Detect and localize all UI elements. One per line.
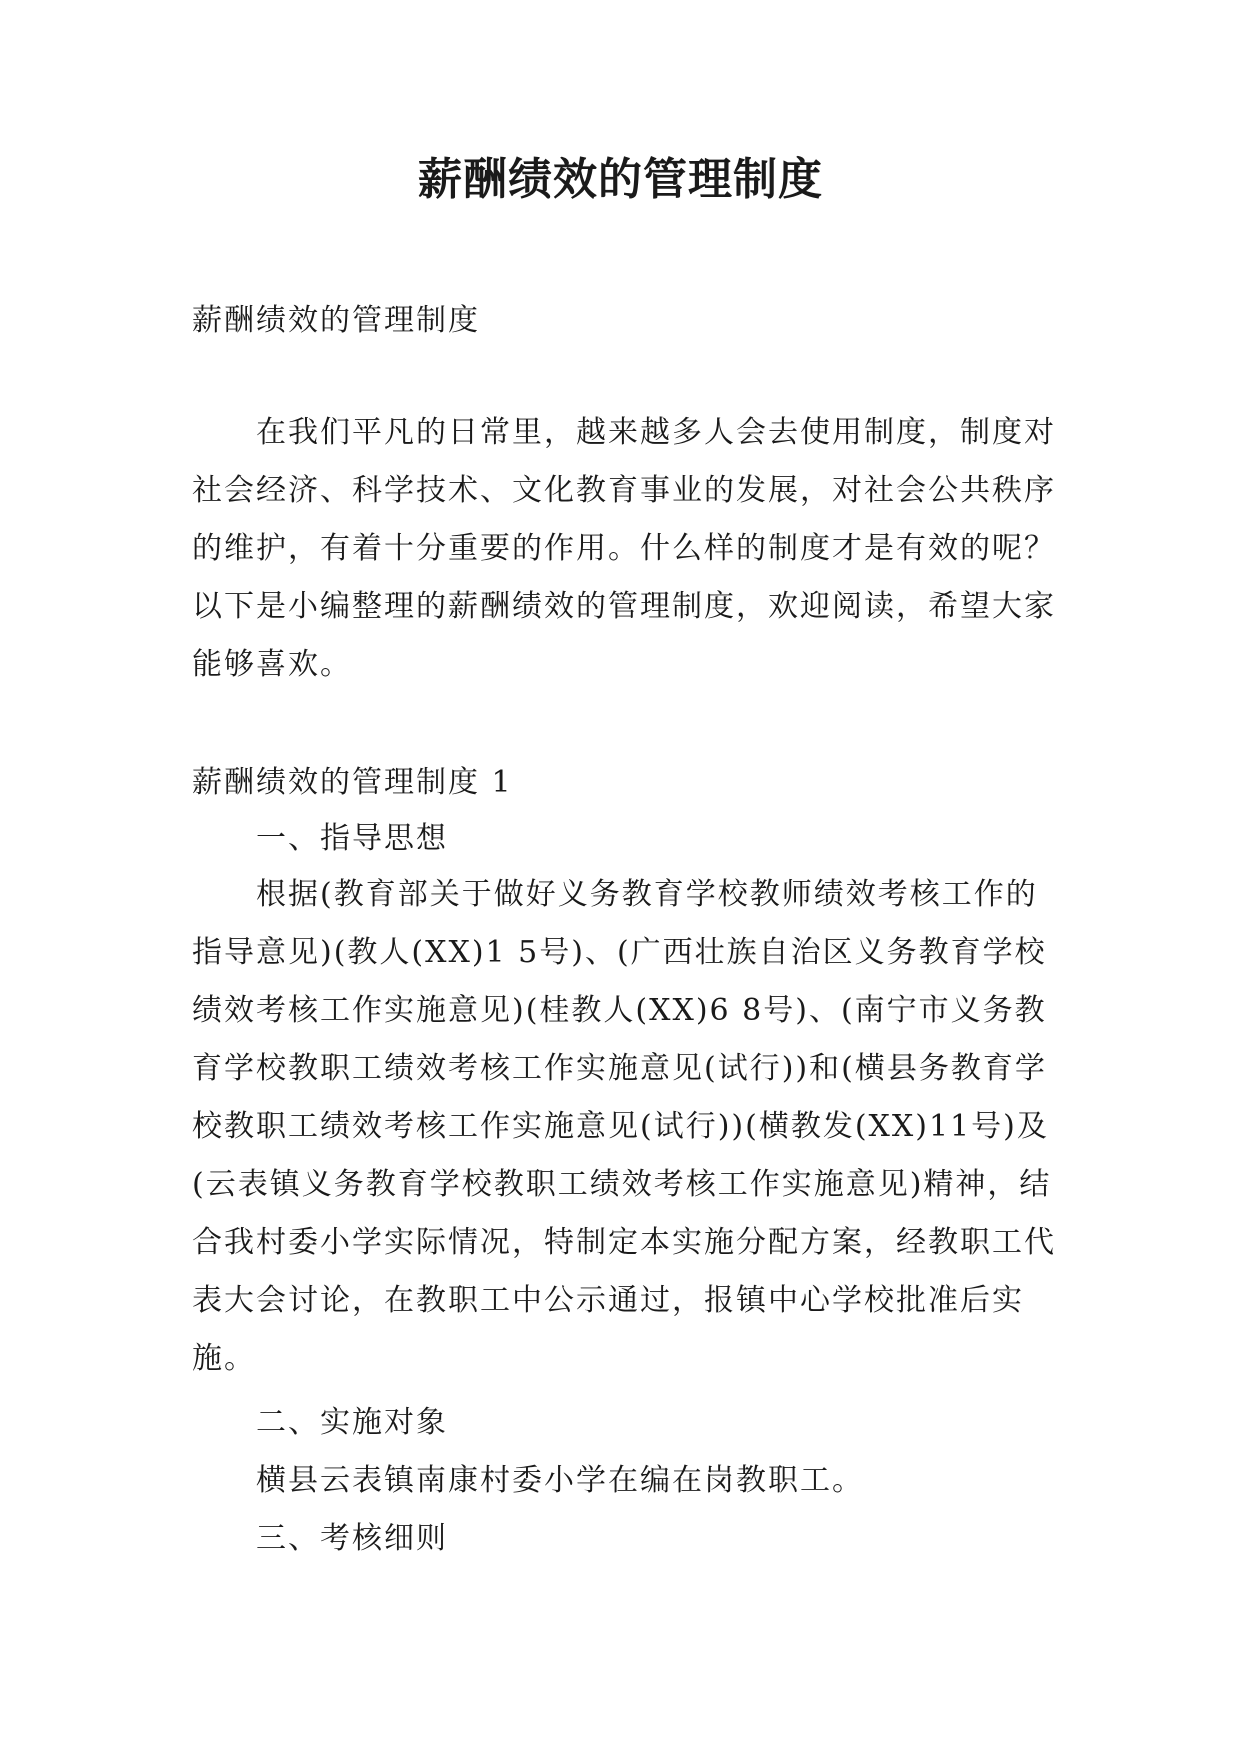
heading-implementation-objects: 二、实施对象 [256, 1405, 448, 1440]
basis-paragraph: 根据(教育部关于做好义务教育学校教师绩效考核工作的指导意见)(教人(XX)1 5号)、(广西壮族自治区义务教育学校绩效考核工作实施意见)(桂教人(XX)6 8号)、(南宁市义务教育学校教职工绩效考核工作实施意见(试行))和(横县务教育学校教职工绩效考核工作实施意见(试行))(横教发(XX)11号)及(云表镇义务教育学校教职工绩效考核工作实施意见)精神，结合我村委小学实际情况，特制定本实施分配方案，经教职工代表大会讨论，在教职工中公示通过，报镇中心学校批准后实施。 [192, 877, 1056, 1376]
section-title: 薪酬绩效的管理制度 1 [192, 765, 513, 800]
document-title: 薪酬绩效的管理制度 [418, 154, 823, 205]
heading-guiding-principle: 一、指导思想 [256, 821, 448, 856]
document-subtitle: 薪酬绩效的管理制度 [192, 303, 480, 338]
intro-paragraph: 在我们平凡的日常里，越来越多人会去使用制度，制度对社会经济、科学技术、文化教育事业的发展，对社会公共秩序的维护，有着十分重要的作用。什么样的制度才是有效的呢？以下是小编整理的薪酬绩效的管理制度，欢迎阅读，希望大家能够喜欢。 [192, 415, 1056, 682]
heading-assessment-rules: 三、考核细则 [256, 1521, 448, 1556]
objects-paragraph: 横县云表镇南康村委小学在编在岗教职工。 [256, 1463, 864, 1498]
